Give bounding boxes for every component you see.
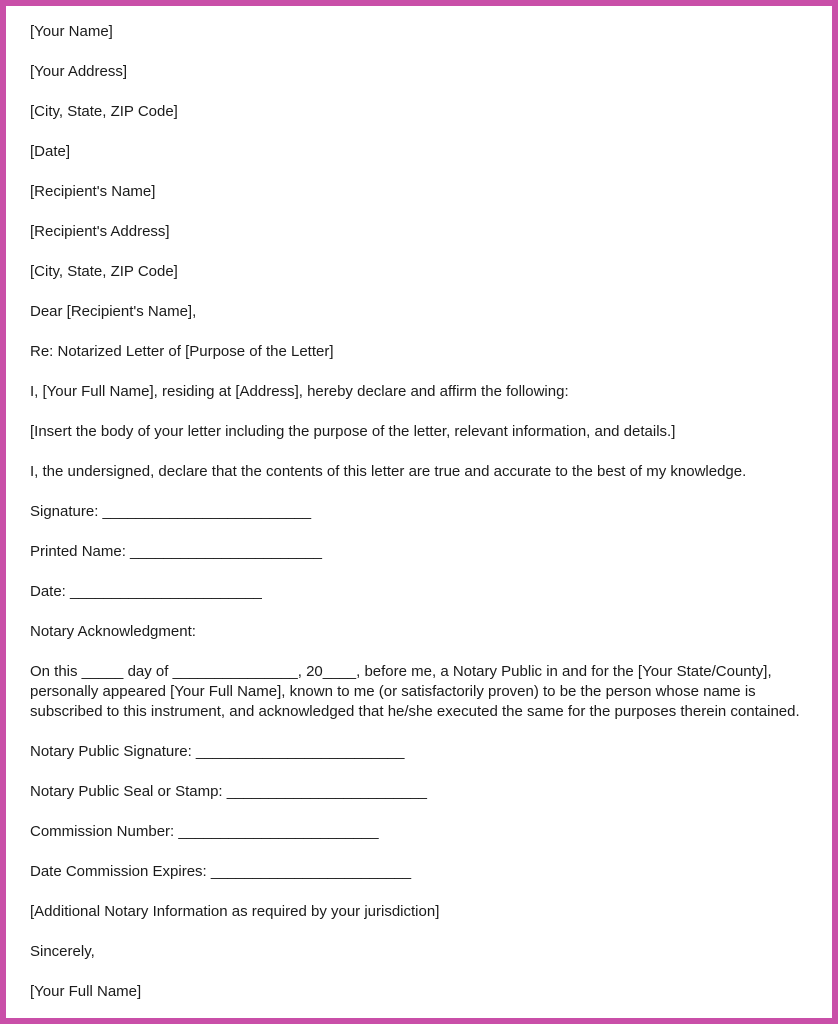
closing-line: Sincerely, bbox=[30, 943, 95, 960]
subject-line: Re: Notarized Letter of [Purpose of the Letter] bbox=[30, 343, 334, 360]
declaration-intro-line: I, [Your Full Name], residing at [Address], hereby declare and affirm the following: bbox=[30, 383, 569, 400]
date-blank-line: Date: _______________________ bbox=[30, 583, 262, 600]
commission-number-blank-line: Commission Number: ________________________ bbox=[30, 823, 379, 840]
salutation-line: Dear [Recipient's Name], bbox=[30, 303, 197, 320]
notary-public-signature-blank-line: Notary Public Signature: _________________________ bbox=[30, 743, 405, 760]
affirmation-line: I, the undersigned, declare that the contents of this letter are true and accurate to the best of my knowledge. bbox=[30, 463, 747, 480]
sender-city-state-zip-line: [City, State, ZIP Code] bbox=[30, 103, 178, 120]
notary-acknowledgment-paragraph: On this _____ day of _______________, 20____, before me, a Notary Public in and for the [Your State/County], personally appeared [Your Full Name], known to me (or satisfactorily proven) to be the person whose name is subscribed to this instrument, and acknowledged that he/she executed the same for the purposes therein contained. bbox=[30, 663, 800, 720]
commission-expires-blank-line: Date Commission Expires: ________________________ bbox=[30, 863, 412, 880]
signature-blank-line: Signature: _________________________ bbox=[30, 503, 312, 520]
body-placeholder-line: [Insert the body of your letter including the purpose of the letter, relevant information, and details.] bbox=[30, 423, 676, 440]
recipient-city-state-zip-line: [City, State, ZIP Code] bbox=[30, 263, 178, 280]
signoff-full-name-line: [Your Full Name] bbox=[30, 983, 142, 1000]
sender-address-line: [Your Address] bbox=[30, 63, 128, 80]
notary-public-seal-blank-line: Notary Public Seal or Stamp: ________________________ bbox=[30, 783, 427, 800]
printed-name-blank-line: Printed Name: _______________________ bbox=[30, 543, 322, 560]
recipient-address-line: [Recipient's Address] bbox=[30, 223, 170, 240]
sender-name-line: [Your Name] bbox=[30, 23, 113, 40]
date-line: [Date] bbox=[30, 143, 71, 160]
notary-acknowledgment-heading: Notary Acknowledgment: bbox=[30, 623, 196, 640]
recipient-name-line: [Recipient's Name] bbox=[30, 183, 156, 200]
additional-notary-info-line: [Additional Notary Information as required by your jurisdiction] bbox=[30, 903, 440, 920]
